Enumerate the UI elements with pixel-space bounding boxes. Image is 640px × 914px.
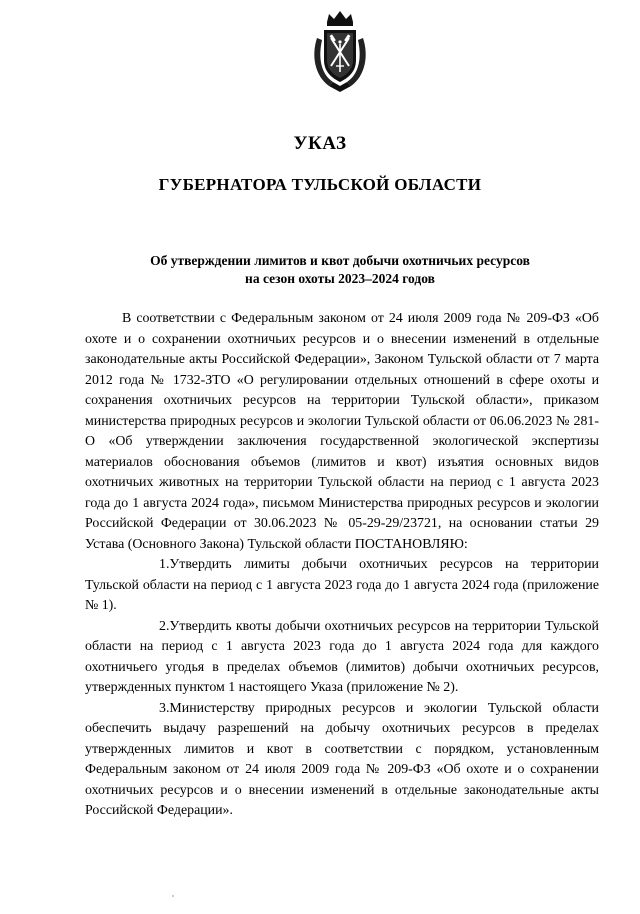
item-2: [85, 617, 599, 699]
issuer-title: ГУБЕРНАТОРА ТУЛЬСКОЙ ОБЛАСТИ: [158, 175, 482, 194]
coat-of-arms-icon: [309, 8, 371, 94]
item-3-number: 3.: [159, 700, 170, 716]
item-2-number: 2.: [159, 618, 170, 634]
preamble-paragraph: В соответствии с Федеральным законом от 24 июля 2009 года № 209-ФЗ «Об охоте и о сохранении охотничьих ресурсов и о внесении изменений в отдельные законодательные акты Российской Федерации», Законом Тульской области от 7 марта 2012 года № 1732-ЗТО «О регулировании отдельных отношений в сфере охоты и сохранения охотничьих ресурсов на территории Тульской области», приказом министерства природных ресурсов и экологии Тульской области от 06.06.2023 № 281-О «Об утверждении заключения государственной экологической экспертизы материалов обоснования объемов (лимитов и квот) изъятия основных видов охотничьих животных на территории Тульской области на период с 1 августа 2023 года до 1 августа 2024 года», письмом Министерства природных ресурсов и экологии Российской Федерации от 30.06.2023 № 05-29-29/23721, на основании статьи 29 Устава (Основного Закона) Тульской области ПОСТАНОВЛЯЮ:: [85, 311, 599, 552]
item-3-text: Министерству природных ресурсов и экологии Тульской области обеспечить выдачу разрешений на добычу охотничьих ресурсов в пределах утвержденных лимитов и квот в соответствии с порядком, установленным Федеральным законом от 24 июля 2009 года № 209-ФЗ «Об охоте и о сохранении охотничьих ресурсов и о внесении изменений в отдельные законодательные акты Российской Федерации».: [85, 700, 599, 818]
subject-line-2: на сезон охоты 2023–2024 годов: [245, 271, 435, 286]
item-1-text: Утвердить лимиты добычи охотничьих ресурсов на территории Тульской области на период с 1 августа 2023 года до 1 августа 2024 года (приложение № 1).: [85, 557, 599, 613]
document-type-title: УКАЗ: [293, 133, 347, 154]
decree-subject: [90, 252, 590, 288]
item-1-number: 1.: [159, 557, 170, 572]
decree-body: [85, 309, 599, 822]
item-3: [85, 699, 599, 822]
scan-speck: [172, 895, 174, 897]
subject-line-1: Об утверждении лимитов и квот добычи охотничьих ресурсов: [150, 253, 530, 268]
item-2-text: Утвердить квоты добычи охотничьих ресурсов на территории Тульской области на период с 1 августа 2023 года до 1 августа 2024 года для каждого охотничьего угодья в пределах объемов (лимитов) добычи охотничьих ресурсов, утвержденных пунктом 1 настоящего Указа (приложение № 2).: [85, 618, 599, 695]
item-1: [85, 555, 599, 617]
